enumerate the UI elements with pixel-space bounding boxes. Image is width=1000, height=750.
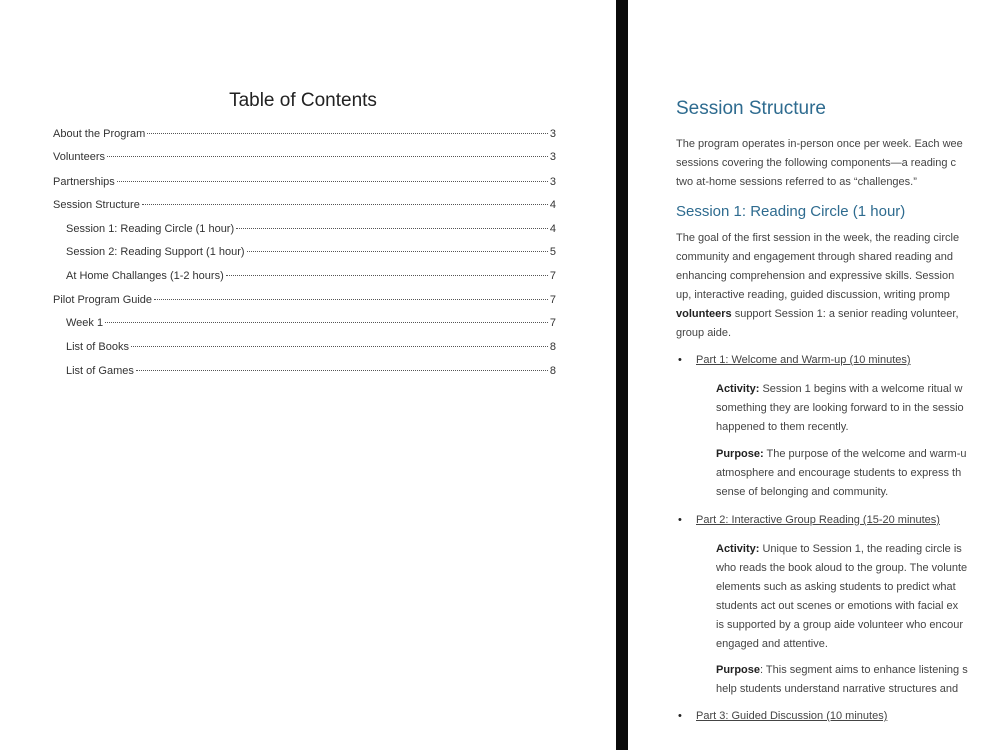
toc-entry-label: Session Structure (53, 199, 140, 211)
heading-session-structure: Session Structure (676, 98, 826, 119)
text-line: The goal of the first session in the week, the reading circle (676, 232, 960, 244)
part1-purpose (716, 445, 966, 502)
toc-entry[interactable] (66, 223, 556, 237)
text-line: sessions covering the following components—a reading c (676, 157, 957, 169)
content-page (628, 0, 1000, 750)
text-line (676, 305, 1000, 324)
text: support Session 1: a senior reading volunteer, (731, 308, 959, 320)
toc-entry[interactable] (53, 128, 556, 142)
toc-leader-dots (247, 251, 548, 252)
toc-leader-dots (117, 181, 548, 182)
toc-leader-dots (142, 204, 548, 205)
toc-entry-page: 8 (549, 341, 556, 353)
toc-entry[interactable] (66, 341, 556, 355)
text-line: atmosphere and encourage students to express th (716, 467, 962, 479)
part2-link[interactable]: • Part 2: Interactive Group Reading (15-20 minutes) (696, 514, 940, 526)
toc-entry[interactable] (53, 294, 556, 308)
toc-entry[interactable] (66, 317, 556, 331)
toc-leader-dots (105, 322, 548, 323)
text-line: help students understand narrative structures and (716, 683, 959, 695)
toc-title: Table of Contents (229, 90, 377, 111)
toc-leader-dots (131, 346, 548, 347)
toc-entry-label: Partnerships (53, 176, 115, 188)
text-line: two at-home sessions referred to as “challenges.” (676, 176, 917, 188)
toc-entry-page: 4 (549, 199, 556, 211)
toc-entry-label: List of Books (66, 341, 129, 353)
text-line: happened to them recently. (716, 421, 849, 433)
toc-leader-dots (236, 228, 548, 229)
text-line: sense of belonging and community. (716, 486, 889, 498)
text-line: is supported by a group aide volunteer who encour (716, 619, 964, 631)
part2-purpose (716, 661, 968, 699)
toc-entry-label: List of Games (66, 365, 134, 377)
text-line: something they are looking forward to in the sessio (716, 402, 964, 414)
text-line: elements such as asking students to predict what (716, 581, 956, 593)
toc-leader-dots (226, 275, 548, 276)
text-line: group aide. (676, 327, 732, 339)
toc-entry-page: 3 (549, 128, 556, 140)
toc-entry-page: 5 (549, 246, 556, 258)
text-line: students act out scenes or emotions with facial ex (716, 600, 959, 612)
toc-entry-label: At Home Challanges (1-2 hours) (66, 270, 224, 282)
part1-activity (716, 380, 964, 437)
toc-leader-dots (154, 299, 548, 300)
text: Unique to Session 1, the reading circle is (759, 543, 962, 555)
label: Purpose (716, 664, 761, 676)
toc-entry-page: 8 (549, 365, 556, 377)
text-line: community and engagement through shared reading and (676, 251, 954, 263)
part2-activity (716, 540, 967, 654)
toc-entry-label: Pilot Program Guide (53, 294, 153, 306)
label: Activity: (716, 383, 760, 395)
toc-entry[interactable] (66, 365, 556, 379)
toc-entry-page: 7 (549, 294, 556, 306)
label: Purpose: (716, 448, 764, 460)
toc-entry[interactable] (53, 199, 556, 213)
part3-link[interactable]: • Part 3: Guided Discussion (10 minutes) (696, 710, 887, 722)
toc-entry-label: About the Program (53, 128, 146, 140)
toc-entry-label: Week 1 (66, 317, 104, 329)
toc-entry-page: 7 (549, 270, 556, 282)
text-line: up, interactive reading, guided discussion, writing promp (676, 289, 950, 301)
text-line: The program operates in-person once per week. Each wee (676, 138, 963, 150)
text: The purpose of the welcome and warm-u (763, 448, 967, 460)
intro-paragraph (676, 135, 1000, 192)
session1-paragraph (676, 229, 1000, 343)
part1-link[interactable]: • Part 1: Welcome and Warm-up (10 minutes) (696, 354, 911, 366)
label: Activity: (716, 543, 760, 555)
toc-entry-page: 4 (549, 223, 556, 235)
toc-entry-page: 3 (549, 151, 556, 163)
bold-text: volunteers (676, 308, 732, 320)
toc-entry-page: 7 (549, 317, 556, 329)
text: : This segment aims to enhance listening s (760, 664, 968, 676)
toc-entry-label: Session 1: Reading Circle (1 hour) (66, 223, 235, 235)
toc-leader-dots (147, 133, 548, 134)
text: Session 1 begins with a welcome ritual w (759, 383, 963, 395)
toc-leader-dots (136, 370, 548, 371)
toc-entry[interactable] (66, 270, 556, 284)
toc-entry-label: Session 2: Reading Support (1 hour) (66, 246, 245, 258)
toc-entry-label: Volunteers (53, 151, 105, 163)
toc-leader-dots (107, 156, 548, 157)
toc-entry[interactable] (66, 246, 556, 260)
text-line: who reads the book aloud to the group. The volunte (716, 562, 968, 574)
heading-session-1: Session 1: Reading Circle (1 hour) (676, 203, 906, 220)
text-line: enhancing comprehension and expressive skills. Session (676, 270, 955, 282)
toc-entry-page: 3 (549, 176, 556, 188)
text-line: engaged and attentive. (716, 638, 828, 650)
toc-entry[interactable] (53, 151, 556, 165)
toc-entry[interactable] (53, 176, 556, 190)
